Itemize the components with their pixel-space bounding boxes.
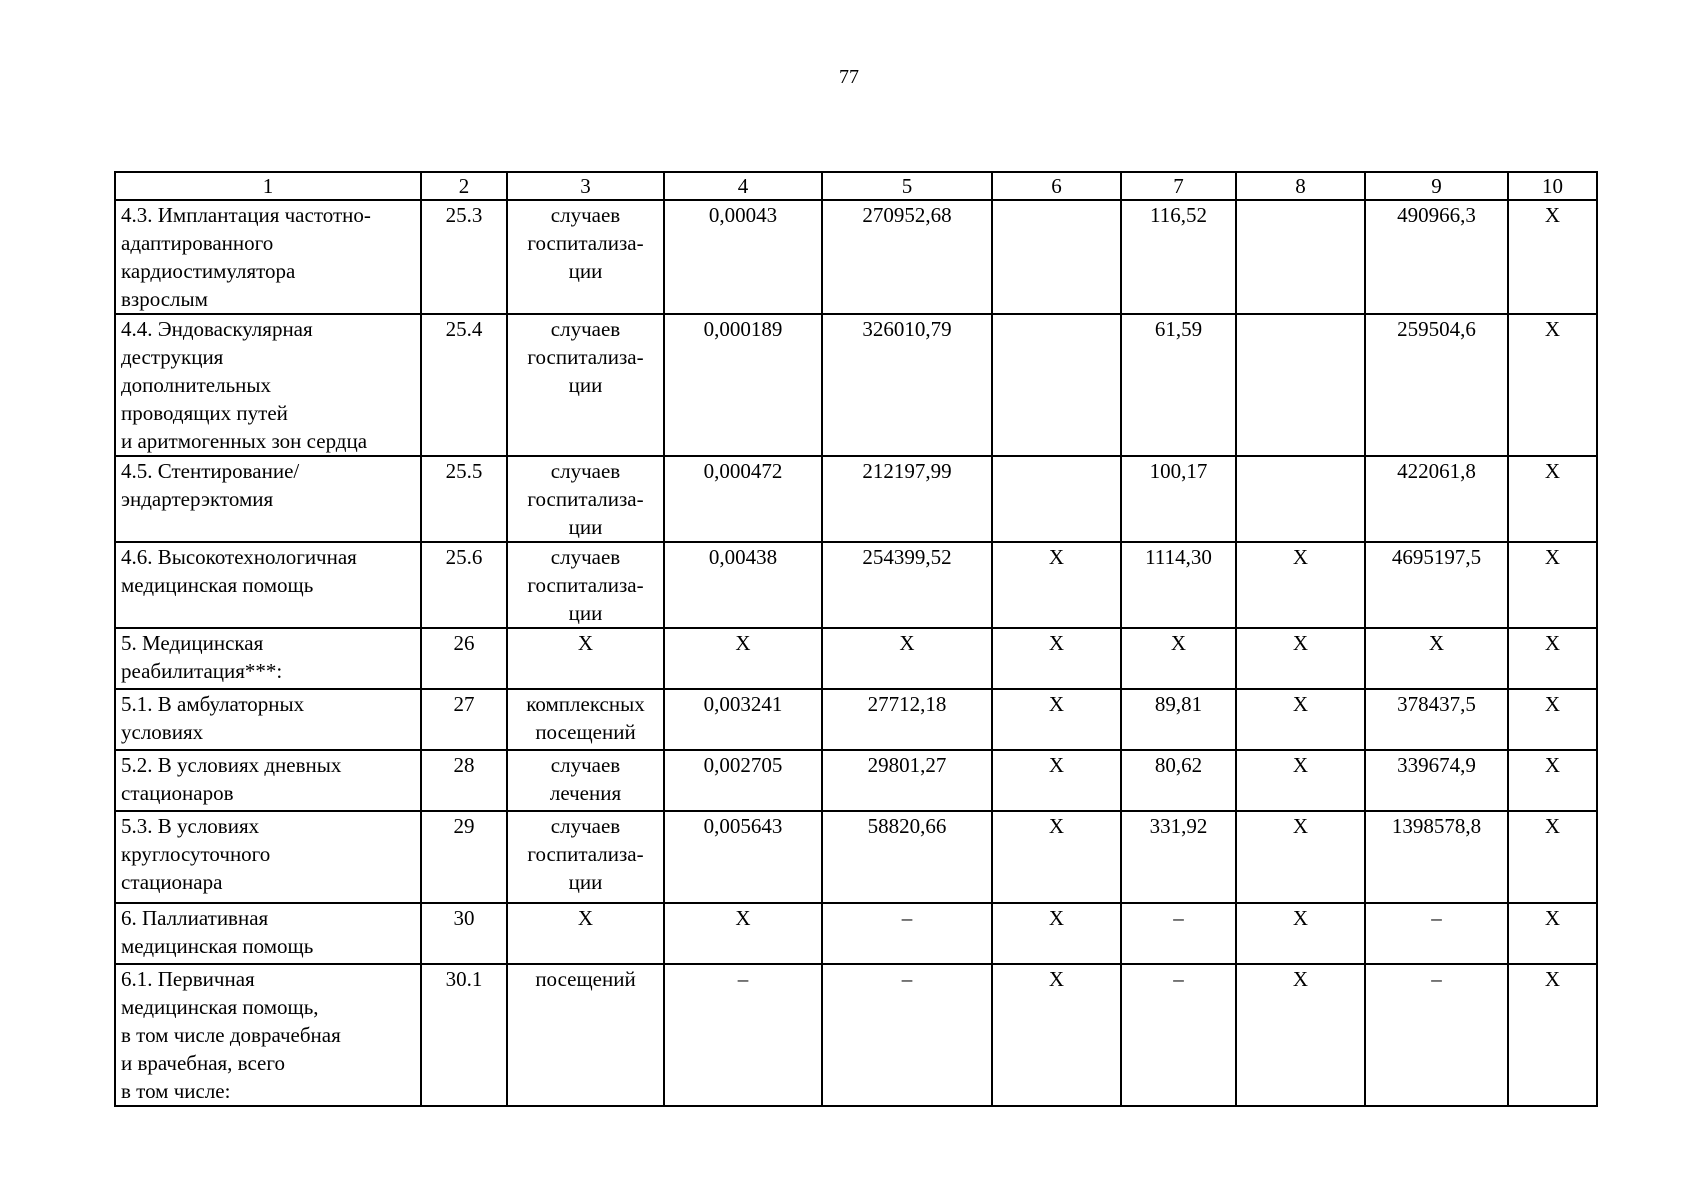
cell-col-9: 1398578,8	[1365, 811, 1508, 903]
cell-col-5: 326010,79	[822, 314, 992, 456]
cell-col-7: 116,52	[1121, 200, 1236, 314]
row-code: 30.1	[421, 964, 507, 1106]
row-unit: случаев госпитализа- ции	[507, 456, 664, 542]
table-row	[115, 456, 1597, 542]
table-row	[115, 903, 1597, 964]
cell-col-5: 212197,99	[822, 456, 992, 542]
cell-col-4: 0,000472	[664, 456, 822, 542]
column-header: 6	[992, 172, 1121, 200]
cell-col-6: Х	[992, 542, 1121, 628]
column-header: 4	[664, 172, 822, 200]
row-unit: посещений	[507, 964, 664, 1106]
cell-col-8: Х	[1236, 542, 1365, 628]
cell-col-10: Х	[1508, 811, 1597, 903]
cell-col-10: Х	[1508, 456, 1597, 542]
cell-col-9: 490966,3	[1365, 200, 1508, 314]
cell-col-9: –	[1365, 964, 1508, 1106]
cell-col-4: 0,005643	[664, 811, 822, 903]
row-code: 29	[421, 811, 507, 903]
row-unit: случаев госпитализа- ции	[507, 200, 664, 314]
row-name: 5.1. В амбулаторных условиях	[115, 689, 421, 750]
table-row	[115, 628, 1597, 689]
cell-col-10: Х	[1508, 689, 1597, 750]
cell-col-5: Х	[822, 628, 992, 689]
column-number-row	[115, 172, 1597, 200]
cell-col-4: Х	[664, 903, 822, 964]
cell-col-6: Х	[992, 628, 1121, 689]
row-unit: комплексных посещений	[507, 689, 664, 750]
cell-col-8: Х	[1236, 903, 1365, 964]
table-row	[115, 964, 1597, 1106]
cell-col-8: Х	[1236, 628, 1365, 689]
column-header: 3	[507, 172, 664, 200]
row-unit: случаев госпитализа- ции	[507, 542, 664, 628]
column-header: 5	[822, 172, 992, 200]
row-code: 25.5	[421, 456, 507, 542]
cell-col-9: Х	[1365, 628, 1508, 689]
row-name: 6.1. Первичная медицинская помощь, в том числе доврачебная и врачебная, всего в том числе:	[115, 964, 421, 1106]
column-header: 2	[421, 172, 507, 200]
cell-col-8	[1236, 314, 1365, 456]
cell-col-7: 80,62	[1121, 750, 1236, 811]
cell-col-9: 4695197,5	[1365, 542, 1508, 628]
cell-col-4: 0,00043	[664, 200, 822, 314]
cell-col-5: 270952,68	[822, 200, 992, 314]
row-code: 28	[421, 750, 507, 811]
cell-col-4: 0,002705	[664, 750, 822, 811]
cell-col-4: 0,003241	[664, 689, 822, 750]
column-header: 1	[115, 172, 421, 200]
cell-col-8: Х	[1236, 811, 1365, 903]
cell-col-9: 378437,5	[1365, 689, 1508, 750]
cell-col-9: 339674,9	[1365, 750, 1508, 811]
cell-col-5: –	[822, 903, 992, 964]
row-unit: Х	[507, 628, 664, 689]
row-name: 4.5. Стентирование/ эндартерэктомия	[115, 456, 421, 542]
table-row	[115, 811, 1597, 903]
cell-col-7: 61,59	[1121, 314, 1236, 456]
column-header: 9	[1365, 172, 1508, 200]
cell-col-10: Х	[1508, 314, 1597, 456]
cell-col-6: Х	[992, 964, 1121, 1106]
column-header: 8	[1236, 172, 1365, 200]
row-unit: случаев госпитализа- ции	[507, 314, 664, 456]
row-code: 26	[421, 628, 507, 689]
table-row	[115, 689, 1597, 750]
row-name: 4.6. Высокотехнологичная медицинская помощь	[115, 542, 421, 628]
cell-col-7: –	[1121, 964, 1236, 1106]
row-name: 4.3. Имплантация частотно- адаптированного кардиостимулятора взрослым	[115, 200, 421, 314]
cell-col-10: Х	[1508, 964, 1597, 1106]
page-number: 77	[839, 66, 859, 88]
cell-col-6: Х	[992, 811, 1121, 903]
cell-col-10: Х	[1508, 903, 1597, 964]
row-name: 6. Паллиативная медицинская помощь	[115, 903, 421, 964]
cell-col-5: 27712,18	[822, 689, 992, 750]
table-row	[115, 750, 1597, 811]
row-code: 27	[421, 689, 507, 750]
row-code: 25.3	[421, 200, 507, 314]
cell-col-4: 0,00438	[664, 542, 822, 628]
cell-col-8	[1236, 456, 1365, 542]
cell-col-5: 29801,27	[822, 750, 992, 811]
data-table	[114, 171, 1598, 1107]
cell-col-6	[992, 200, 1121, 314]
column-header: 10	[1508, 172, 1597, 200]
cell-col-4: –	[664, 964, 822, 1106]
cell-col-7: 331,92	[1121, 811, 1236, 903]
row-name: 5. Медицинская реабилитация***:	[115, 628, 421, 689]
row-unit: случаев госпитализа- ции	[507, 811, 664, 903]
cell-col-6: Х	[992, 903, 1121, 964]
table-row	[115, 542, 1597, 628]
row-name: 4.4. Эндоваскулярная деструкция дополнительных проводящих путей и аритмогенных зон сердца	[115, 314, 421, 456]
cell-col-10: Х	[1508, 200, 1597, 314]
cell-col-9: –	[1365, 903, 1508, 964]
row-name: 5.3. В условиях круглосуточного стационара	[115, 811, 421, 903]
column-header: 7	[1121, 172, 1236, 200]
cell-col-6	[992, 314, 1121, 456]
row-code: 25.4	[421, 314, 507, 456]
cell-col-4: Х	[664, 628, 822, 689]
cell-col-6: Х	[992, 689, 1121, 750]
row-code: 30	[421, 903, 507, 964]
row-code: 25.6	[421, 542, 507, 628]
cell-col-9: 259504,6	[1365, 314, 1508, 456]
cell-col-7: 89,81	[1121, 689, 1236, 750]
cell-col-5: 58820,66	[822, 811, 992, 903]
cell-col-10: Х	[1508, 628, 1597, 689]
cell-col-7: 1114,30	[1121, 542, 1236, 628]
cell-col-7: 100,17	[1121, 456, 1236, 542]
cell-col-7: Х	[1121, 628, 1236, 689]
cell-col-6	[992, 456, 1121, 542]
cell-col-8: Х	[1236, 689, 1365, 750]
cell-col-8: Х	[1236, 964, 1365, 1106]
cell-col-10: Х	[1508, 750, 1597, 811]
cell-col-7: –	[1121, 903, 1236, 964]
row-unit: Х	[507, 903, 664, 964]
table-row	[115, 314, 1597, 456]
cell-col-5: –	[822, 964, 992, 1106]
cell-col-8: Х	[1236, 750, 1365, 811]
cell-col-9: 422061,8	[1365, 456, 1508, 542]
cell-col-8	[1236, 200, 1365, 314]
table-row	[115, 200, 1597, 314]
row-unit: случаев лечения	[507, 750, 664, 811]
row-name: 5.2. В условиях дневных стационаров	[115, 750, 421, 811]
cell-col-10: Х	[1508, 542, 1597, 628]
cell-col-6: Х	[992, 750, 1121, 811]
cell-col-4: 0,000189	[664, 314, 822, 456]
cell-col-5: 254399,52	[822, 542, 992, 628]
